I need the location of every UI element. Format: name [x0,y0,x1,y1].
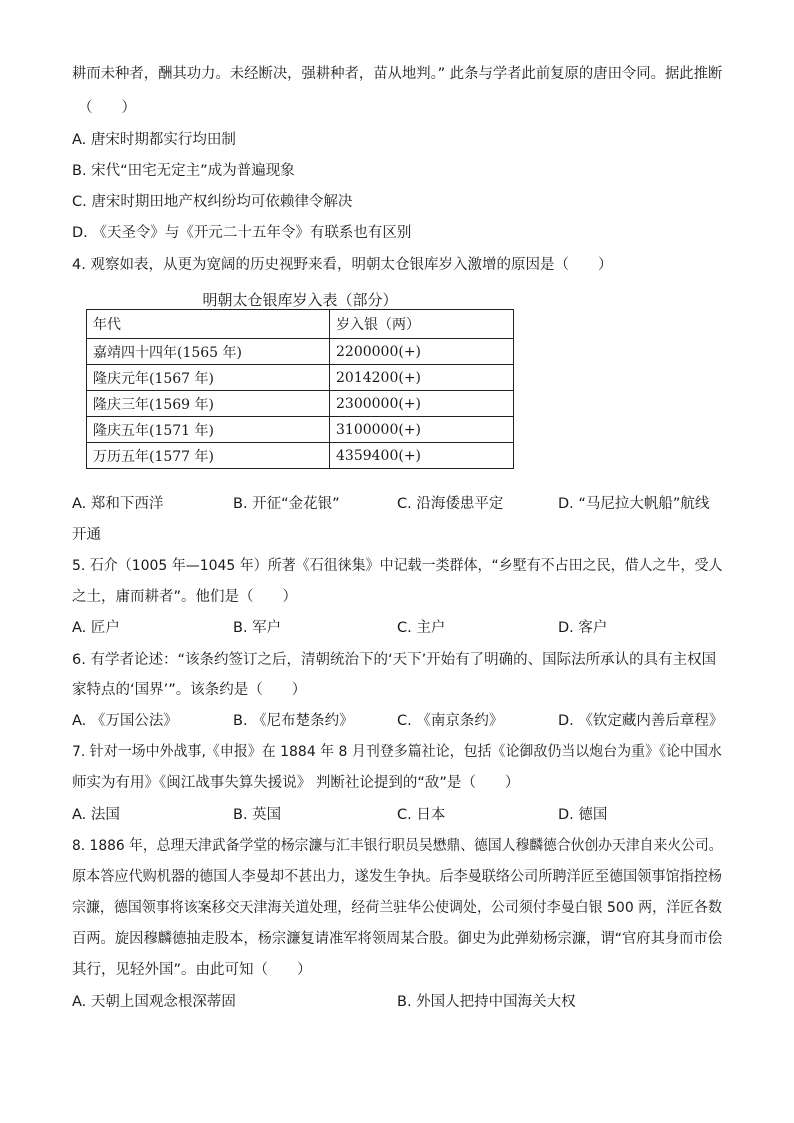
q4-option-d-continuation: 开通 [72,527,101,543]
q8-stem-line-5: 其行，见轻外国”。由此可知（ ） [72,962,312,978]
q6-option-a: A. 《万国公法》 [72,713,178,729]
table-cell-era: 隆庆元年(1567 年) [87,365,330,391]
q5-option-a: A. 匠户 [72,620,120,636]
table-row [87,365,514,391]
table-header-revenue: 岁入银（两） [330,310,514,339]
table-cell-era: 嘉靖四十四年(1565 年) [87,339,330,365]
q4-table-title: 明朝太仓银库岁入表（部分） [202,291,398,309]
table-cell-era: 隆庆三年(1569 年) [87,391,330,417]
q8-option-a: A. 天朝上国观念根深蒂固 [72,994,236,1010]
q7-option-b: B. 英国 [233,807,282,823]
q3-answer-bracket: （ ） [78,100,136,116]
table-cell-era: 万历五年(1577 年) [87,443,330,469]
q8-stem-line-2: 原本答应代购机器的德国人李曼却不甚出力，遂发生争执。后李曼联络公司所聘洋匠至德国领事馆指控杨 [72,869,722,885]
q3-stem-continuation: 耕而未种者，酬其功力。未经断决，强耕种者，苗从地判。” 此条与学者此前复原的唐田令同。据此推断 [72,66,723,82]
table-header-era: 年代 [87,310,330,339]
table-row [87,339,514,365]
table-cell-revenue: 2200000(+) [330,339,514,365]
q5-stem-line-2: 之土，庸而耕者”。他们是（ ） [72,589,298,605]
q4-silver-revenue-table [86,309,514,469]
q7-option-d: D. 德国 [558,807,608,823]
table-cell-revenue: 2014200(+) [330,365,514,391]
q7-stem-line-1: 7. 针对一场中外战事,《申报》在 1884 年 8 月刊登多篇社论，包括《论御敌仍当以炮台为重》《论中国水 [72,744,722,760]
table-cell-revenue: 3100000(+) [330,417,514,443]
q4-option-a: A. 郑和下西洋 [72,496,164,512]
q4-option-d: D. “马尼拉大帆船”航线 [558,496,710,512]
q3-option-b: B. 宋代“田宅无定主”成为普遍现象 [72,163,295,179]
table-header-row [87,310,514,339]
table-cell-revenue: 4359400(+) [330,443,514,469]
q3-option-c: C. 唐宋时期田地产权纠纷均可依赖律令解决 [72,194,353,210]
q8-option-b: B. 外国人把持中国海关大权 [397,994,576,1010]
q6-stem-line-2: 家特点的‘国界’”。该条约是（ ） [72,682,307,698]
q6-option-c: C. 《南京条约》 [397,713,504,729]
q6-stem-line-1: 6. 有学者论述：“该条约签订之后，清朝统治下的‘天下’开始有了明确的、国际法所承认的具有主权国 [72,652,717,668]
q6-option-b: B. 《尼布楚条约》 [233,713,354,729]
q3-option-d: D. 《天圣令》与《开元二十五年令》有联系也有区别 [72,225,412,241]
q5-stem-line-1: 5. 石介（1005 年—1045 年）所著《石徂徕集》中记载一类群体，“乡墅有不占田之民，借人之牛，受人 [72,558,723,574]
q7-stem-line-2: 师实为有用》《闽江战事失算失援说》 判断社论提到的“敌”是（ ） [72,775,520,791]
q3-option-a: A. 唐宋时期都实行均田制 [72,132,236,148]
q5-option-d: D. 客户 [558,620,608,636]
table-cell-revenue: 2300000(+) [330,391,514,417]
q8-stem-line-4: 百两。旋因穆麟德抽走股本，杨宗濂复请准军将领周某合股。御史为此弹劾杨宗濂，谓“官府其身而市侩 [72,931,722,947]
table-row [87,443,514,469]
q4-option-c: C. 沿海倭患平定 [397,496,504,512]
q5-option-b: B. 军户 [233,620,282,636]
table-row [87,417,514,443]
q5-option-c: C. 主户 [397,620,446,636]
q4-stem: 4. 观察如表，从更为宽阔的历史视野来看，明朝太仓银库岁入激增的原因是（ ） [72,257,613,273]
q6-option-d: D. 《钦定藏内善后章程》 [558,713,724,729]
q7-option-c: C. 日本 [397,807,446,823]
q8-stem-line-3: 宗濂，德国领事将该案移交天津海关道处理，经荷兰驻华公使调处，公司须付李曼白银 500 两，洋匠各数 [72,900,722,916]
q4-option-b: B. 开征“金花银” [233,496,340,512]
table-cell-era: 隆庆五年(1571 年) [87,417,330,443]
q7-option-a: A. 法国 [72,807,120,823]
table-row [87,391,514,417]
q8-stem-line-1: 8. 1886 年，总理天津武备学堂的杨宗濂与汇丰银行职员吴懋鼎、德国人穆麟德合伙创办天津自来火公司。 [72,838,723,854]
